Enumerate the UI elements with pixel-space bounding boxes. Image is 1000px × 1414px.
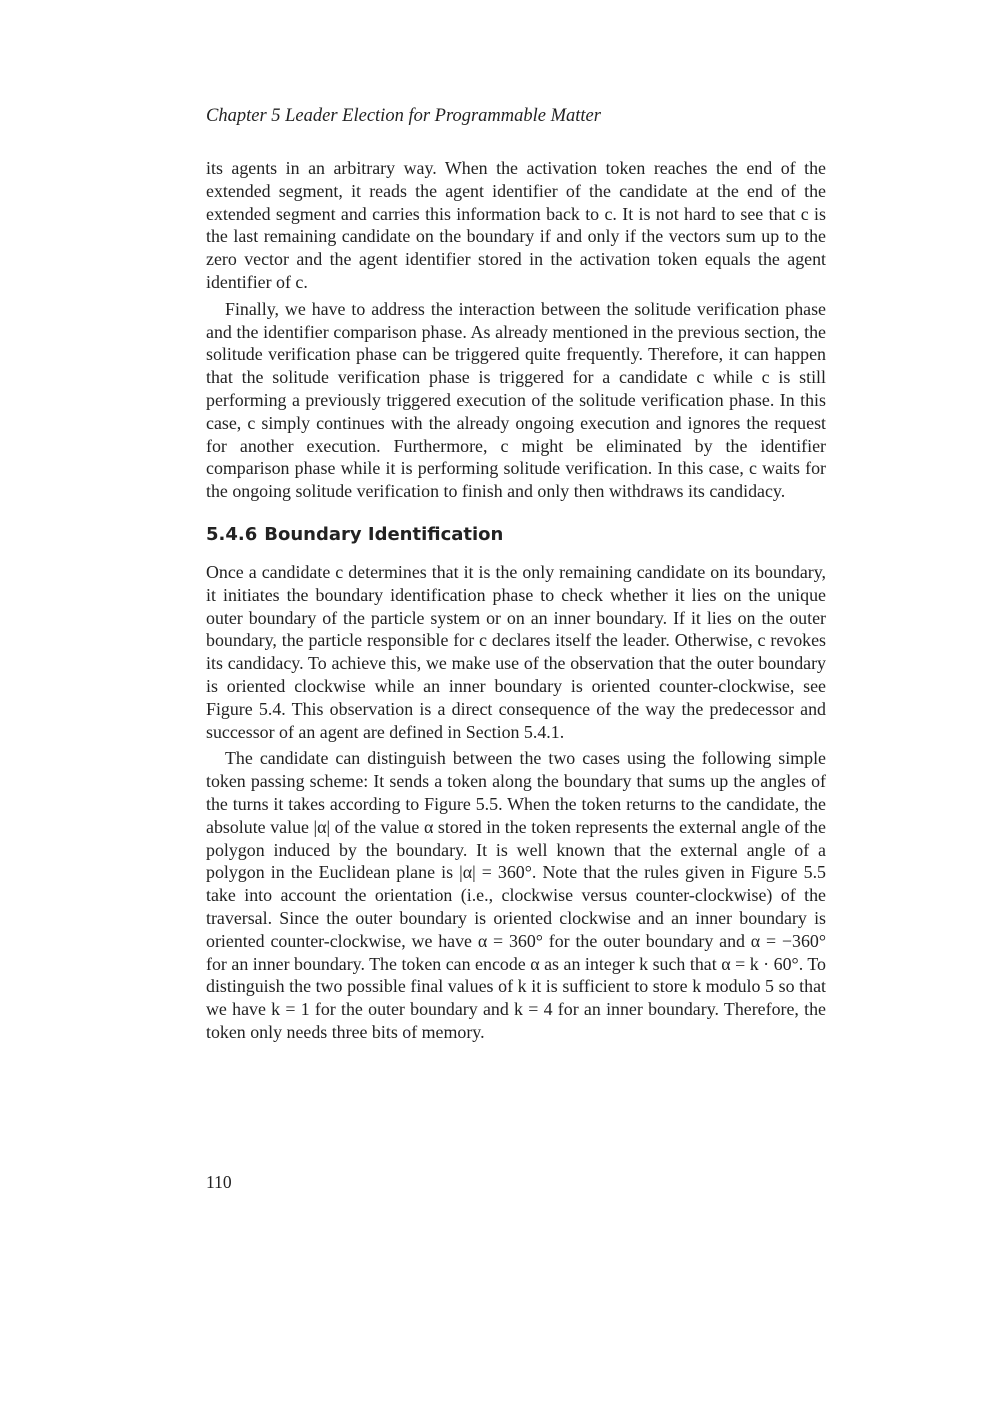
body-paragraph-1: its agents in an arbitrary way. When the activation token reaches the end of the extended segment, it reads the agent identifier of the candidate at the end of the extended segment and carries this information back to c. It is not hard to see that c is the last remaining candidate on the boundary if and only if the vectors sum up to the zero vector and the agent identifier stored in the activation token equals the agent identifier of c. (206, 158, 826, 292)
body-paragraph-3: Once a candidate c determines that it is the only remaining candidate on its boundary, it initiates the boundary identification phase to check whether it lies on the unique outer boundary of the particle system or on an inner boundary. If it lies on the outer boundary, the particle responsible for c declares itself the leader. Otherwise, c revokes its candidacy. To achieve this, we make use of the observation that the outer boundary is oriented clockwise while an inner boundary is oriented counter-clockwise, see Figure 5.4. This observation is a direct consequence of the way the predecessor and successor of an agent are defined in Section 5.4.1. (206, 561, 826, 742)
section-title: Boundary Identification (264, 523, 504, 545)
page-body (206, 157, 826, 1044)
body-paragraph-2: Finally, we have to address the interaction between the solitude verification phase and the identifier comparison phase. As already mentioned in the previous section, the solitude verification phase can be triggered quite frequently. Therefore, it can happen that the solitude verification phase is triggered for a candidate c while c is still performing a previously triggered execution of the solitude verification phase. In this case, c simply continues with the already ongoing execution and ignores the request for another execution. Furthermore, c might be eliminated by the identifier comparison phase while it is performing solitude verification. In this case, c waits for the ongoing solitude verification to finish and only then withdraws its candidacy. (206, 298, 826, 502)
section-heading (206, 523, 826, 547)
page-number: 110 (206, 1172, 232, 1192)
running-header: Chapter 5 Leader Election for Programmable Matter (206, 106, 601, 126)
section-number: 5.4.6 (206, 523, 258, 545)
body-paragraph-4: The candidate can distinguish between the two cases using the following simple token passing scheme: It sends a token along the boundary that sums up the angles of the turns it takes according to Figure 5.5. When the token returns to the candidate, the absolute value |α| of the value α stored in the token represents the external angle of the polygon induced by the boundary. It is well known that the external angle of a polygon in the Euclidean plane is |α| = 360°. Note that the rules given in Figure 5.5 take into account the orientation (i.e., clockwise versus counter-clockwise) of the traversal. Since the outer boundary is oriented clockwise and an inner boundary is oriented counter-clockwise, we have α = 360° for the outer boundary and α = −360° for an inner boundary. The token can encode α as an integer k such that α = k · 60°. To distinguish the two possible final values of k it is sufficient to store k modulo 5 so that we have k = 1 for the outer boundary and k = 4 for an inner boundary. Therefore, the token only needs three bits of memory. (206, 748, 826, 1042)
